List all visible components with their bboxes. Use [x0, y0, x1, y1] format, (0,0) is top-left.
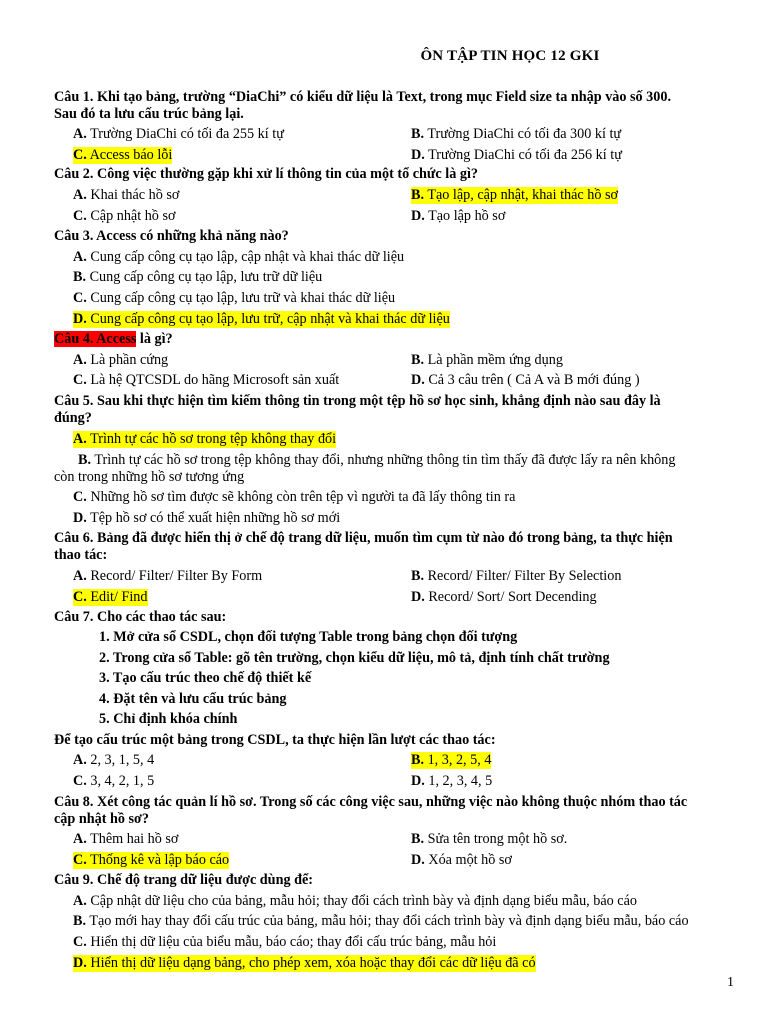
question-7-option-a: A. 2, 3, 1, 5, 4: [73, 752, 155, 768]
question-9-option-d-answer: D. Hiển thị dữ liệu dạng bảng, cho phép xem, xóa hoặc thay đổi các dữ liệu đã có: [73, 955, 536, 971]
question-9-option-a: A. Cập nhật dữ liệu cho của bảng, mẫu hỏi; thay đổi cách trình bày và định dạng biểu mẫu, báo cáo: [73, 893, 637, 909]
question-9-text: Câu 9. Chế độ trang dữ liệu được dùng để:: [54, 872, 314, 888]
question-4-text: Câu 4. Access là gì?: [54, 331, 173, 347]
question-7-step-1: 1. Mở cửa sổ CSDL, chọn đối tượng Table trong bảng chọn đối tượng: [99, 629, 518, 645]
question-3-option-d-answer: D. Cung cấp công cụ tạo lập, lưu trữ, cập nhật và khai thác dữ liệu: [73, 311, 450, 327]
question-1-option-b: B. Trường DiaChi có tối đa 300 kí tự: [411, 126, 622, 142]
question-7-step-2: 2. Trong cửa sổ Table: gõ tên trường, chọn kiểu dữ liệu, mô tả, định tính chất trường: [99, 650, 610, 666]
question-7-option-b-answer: B. 1, 3, 2, 5, 4: [411, 752, 492, 768]
question-3-option-c: C. Cung cấp công cụ tạo lập, lưu trữ và khai thác dữ liệu: [73, 290, 396, 306]
question-3-text: Câu 3. Access có những khả năng nào?: [54, 228, 289, 244]
question-1-text-line-2: Sau đó ta lưu cấu trúc bảng lại.: [54, 106, 244, 122]
question-8-option-a: A. Thêm hai hồ sơ: [73, 831, 179, 847]
question-3-option-b: B. Cung cấp công cụ tạo lập, lưu trữ dữ liệu: [73, 269, 323, 285]
question-7-step-3: 3. Tạo cấu trúc theo chế độ thiết kế: [99, 670, 312, 686]
question-1-option-d: D. Trường DiaChi có tối đa 256 kí tự: [411, 147, 622, 163]
question-7-step-5: 5. Chỉ định khóa chính: [99, 711, 238, 727]
question-7-option-c: C. 3, 4, 2, 1, 5: [73, 773, 155, 789]
question-4-option-a: A. Là phần cứng: [73, 352, 169, 368]
question-7-step-4: 4. Đặt tên và lưu cấu trúc bảng: [99, 691, 287, 707]
question-5-option-c: C. Những hồ sơ tìm được sẽ không còn trên tệp vì người ta đã lấy thông tin ra: [73, 489, 516, 505]
question-8-text-line-1: Câu 8. Xét công tác quản lí hồ sơ. Trong số các công việc sau, những việc nào không thuộc nhóm thao tác: [54, 794, 688, 810]
question-7-text: Câu 7. Cho các thao tác sau:: [54, 609, 227, 625]
question-2-option-d: D. Tạo lập hồ sơ: [411, 208, 506, 224]
question-6-option-a: A. Record/ Filter/ Filter By Form: [73, 568, 263, 584]
page-number: 1: [727, 975, 734, 990]
question-2-text: Câu 2. Công việc thường gặp khi xử lí thông tin của một tổ chức là gì?: [54, 166, 478, 182]
question-4-option-c: C. Là hệ QTCSDL do hãng Microsoft sản xuất: [73, 372, 340, 388]
question-5-option-d: D. Tệp hồ sơ có thể xuất hiện những hồ sơ mới: [73, 510, 341, 526]
question-2-option-c: C. Cập nhật hồ sơ: [73, 208, 176, 224]
question-6-option-b: B. Record/ Filter/ Filter By Selection: [411, 568, 622, 584]
question-8-option-c-answer: C. Thống kê và lập báo cáo: [73, 852, 230, 868]
question-4-option-b: B. Là phần mềm ứng dụng: [411, 352, 563, 368]
question-9-option-b: B. Tạo mới hay thay đổi cấu trúc của bảng, mẫu hỏi; thay đổi cách trình bày và định dạng biểu mẫu, báo cáo: [73, 913, 689, 929]
question-8-text-line-2: cập nhật hồ sơ?: [54, 811, 149, 827]
question-2-option-a: A. Khai thác hồ sơ: [73, 187, 180, 203]
question-5-option-a-answer: A. Trình tự các hồ sơ trong tệp không thay đổi: [73, 431, 337, 447]
question-5-option-b-line-1: B. Trình tự các hồ sơ trong tệp không thay đổi, nhưng những thông tin tìm thấy đã được lấy ra nên không: [78, 452, 676, 468]
question-3-option-a: A. Cung cấp công cụ tạo lập, cập nhật và khai thác dữ liệu: [73, 249, 405, 265]
question-2-option-b-answer: B. Tạo lập, cập nhật, khai thác hồ sơ: [411, 187, 619, 203]
question-6-option-c-answer: C. Edit/ Find: [73, 589, 148, 605]
question-7-question: Để tạo cấu trúc một bảng trong CSDL, ta thực hiện lần lượt các thao tác:: [54, 732, 496, 748]
question-5-text-line-1: Câu 5. Sau khi thực hiện tìm kiếm thông tin trong một tệp hồ sơ học sinh, khẳng định nào sau đây là: [54, 393, 661, 409]
question-6-text-line-1: Câu 6. Bảng đã được hiển thị ở chế độ trang dữ liệu, muốn tìm cụm từ nào đó trong bảng, ta thực hiện: [54, 530, 673, 546]
question-5-option-b-line-2: còn trong những hồ sơ tương ứng: [54, 469, 245, 485]
question-6-text-line-2: thao tác:: [54, 547, 108, 563]
question-1-option-c-answer: C. Access báo lỗi: [73, 147, 173, 163]
question-7-option-d: D. 1, 2, 3, 4, 5: [411, 773, 493, 789]
question-1-option-a: A. Trường DiaChi có tối đa 255 kí tự: [73, 126, 284, 142]
question-8-option-d: D. Xóa một hồ sơ: [411, 852, 512, 868]
question-5-text-line-2: đúng?: [54, 410, 92, 426]
question-1-text-line-1: Câu 1. Khi tạo bảng, trường “DiaChi” có kiểu dữ liệu là Text, trong mục Field size ta nhập vào số 300.: [54, 89, 672, 105]
page-title: ÔN TẬP TIN HỌC 12 GKI: [420, 48, 600, 64]
question-6-option-d: D. Record/ Sort/ Sort Decending: [411, 589, 597, 605]
question-4-option-d: D. Cả 3 câu trên ( Cả A và B mới đúng ): [411, 372, 640, 388]
question-9-option-c: C. Hiển thị dữ liệu của biểu mẫu, báo cáo; thay đổi cấu trúc bảng, mẫu hỏi: [73, 934, 497, 950]
question-8-option-b: B. Sửa tên trong một hồ sơ.: [411, 831, 568, 847]
